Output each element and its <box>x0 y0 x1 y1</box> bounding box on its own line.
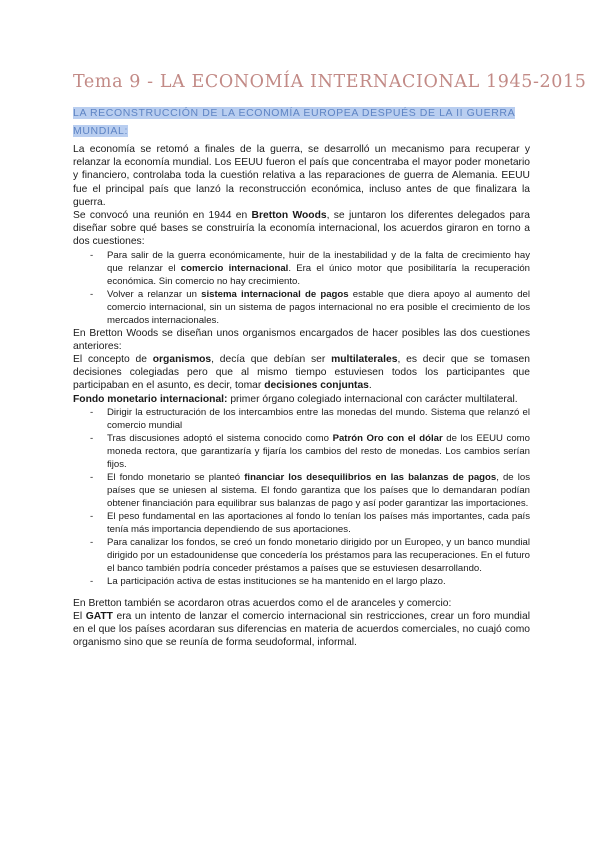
text-run: , de los países que se uniesen al sistema. El fondo garantiza que los países que lo demandaran podían obtener financiación para equilibrar sus balanzas de pago y así poder garantizar las importaciones. <box>107 471 530 509</box>
section-heading: LA RECONSTRUCCIÓN DE LA ECONOMÍA EUROPEA DESPUÉS DE LA II GUERRA MUNDIAL: <box>73 107 516 137</box>
bold-term: sistema internacional de pagos <box>201 288 349 300</box>
bold-term: comercio internacional <box>180 262 289 274</box>
list-dash: - <box>90 536 94 548</box>
list-item <box>73 471 530 510</box>
document-page <box>73 72 587 650</box>
text-run: , decía que debían ser <box>211 354 332 366</box>
bold-term: financiar los desequilibrios en las balanzas de pagos <box>244 471 497 483</box>
list-dash: - <box>90 575 94 587</box>
list-dash: - <box>90 288 94 300</box>
text-run: Para canalizar los fondos, se creó un fondo monetario dirigido por un Europeo, y un banco mundial dirigido por un estadounidense que concedería los préstamos para las recuperaciones. En el futuro el banco también podría conceder préstamos a países que se estuviesen desarrollando. <box>107 536 530 574</box>
paragraph-fmi <box>73 393 530 406</box>
paragraph-bretton-woods <box>73 209 530 249</box>
list-item <box>73 406 530 432</box>
list-fmi <box>73 406 530 588</box>
bold-term: GATT <box>85 611 113 623</box>
list-item <box>73 249 530 288</box>
text-run: Dirigir la estructuración de los intercambios entre las monedas del mundo. Sistema que relanzó el comercio mundial <box>107 406 530 431</box>
paragraph-intro <box>73 143 530 209</box>
text-run: El concepto de <box>73 354 153 366</box>
page-title: Tema 9 - LA ECONOMÍA INTERNACIONAL 1945-2015 <box>73 72 587 92</box>
paragraph-organisms-intro <box>73 327 530 353</box>
text-run: El <box>73 611 86 623</box>
spacer <box>73 588 530 597</box>
text-run: , es decir que se tomasen decisiones colegiadas pero que al mismo tiempo estuviesen todos los participantes que participaban en el asunto, es decir, tomar <box>73 354 530 392</box>
list-dash: - <box>90 432 94 444</box>
bold-term: multilaterales <box>331 354 398 366</box>
section-heading-wrap <box>73 103 521 139</box>
bold-term: organismos <box>152 354 212 366</box>
paragraph-organisms <box>73 353 530 393</box>
text-run: El fondo monetario se planteó <box>107 471 245 483</box>
text-run: Tras discusiones adoptó el sistema conocido como <box>107 432 333 444</box>
text-run: Se convocó una reunión en 1944 en <box>73 210 252 222</box>
list-item <box>73 536 530 575</box>
list-dash: - <box>90 249 94 261</box>
paragraph-intro-text: La economía se retomó a finales de la guerra, se desarrolló un mecanismo para recuperar y relanzar la economía mundial. Los EEUU fueron el país que concentraba el mayor poder monetario y financiero, controlaba toda la cuestión relativa a las reparaciones de guerra de Alemania. EEUU fue el principal país que lanzó la reconstrucción económica, incluso antes de que finalizara la guerra. <box>73 144 530 208</box>
text-run: primer órgano colegiado internacional con carácter multilateral. <box>227 393 518 405</box>
text-run: El peso fundamental en las aportaciones al fondo lo tenían los países más importantes, cada país tenía más importancia dependiendo de sus aportaciones. <box>107 510 530 535</box>
paragraph-gatt <box>73 610 530 650</box>
bold-term: Bretton Woods <box>251 210 327 222</box>
list-item <box>73 432 530 471</box>
text-run: En Bretton Woods se diseñan unos organismos encargados de hacer posibles las dos cuestiones anteriores: <box>73 327 530 352</box>
text-run: La participación activa de estas instituciones se ha mantenido en el largo plazo. <box>107 575 446 587</box>
bold-term: Patrón Oro con el dólar <box>332 432 443 444</box>
text-run: En Bretton también se acordaron otras acuerdos como el de aranceles y comercio: <box>73 597 452 609</box>
text-run: Para salir de la guerra económicamente, huir de la inestabilidad y de la falta de crecimiento hay que relanzar el <box>107 249 530 274</box>
list-item <box>73 575 530 588</box>
text-run: era un intento de lanzar el comercio internacional sin restricciones, crear un foro mundial en el que los países acordaran sus diferencias en materia de acuerdos comerciales, no cuajó como organismo sino que se reunía de forma seudoformal, informal. <box>73 611 530 649</box>
text-run: Volver a relanzar un <box>107 288 202 300</box>
list-objectives <box>73 249 530 327</box>
list-dash: - <box>90 471 94 483</box>
text-run: . <box>368 380 372 392</box>
list-item <box>73 510 530 536</box>
text-run: estable que diera apoyo al aumento del comercio internacional, sin un sistema de pagos internacional no era posible el crecimiento de los mercados internacionales. <box>107 288 530 326</box>
list-item <box>73 288 530 327</box>
list-dash: - <box>90 510 94 522</box>
text-run: , se juntaron los diferentes delegados para diseñar sobre qué bases se construiría la economía internacional, los acuerdos giraron en torno a dos cuestiones: <box>73 210 530 248</box>
list-dash: - <box>90 406 94 418</box>
paragraph-aranceles <box>73 597 530 610</box>
bold-term: Fondo monetario internacional: <box>73 393 228 405</box>
text-run: . Era el único motor que posibilitaría la recuperación económica. Sin comercio no hay crecimiento. <box>107 262 530 287</box>
bold-term: decisiones conjuntas <box>264 380 369 392</box>
text-run: de los EEUU como moneda rectora, que garantizaría y fijaría los cambios del resto de monedas. Los cambios serían fijos. <box>107 432 530 470</box>
